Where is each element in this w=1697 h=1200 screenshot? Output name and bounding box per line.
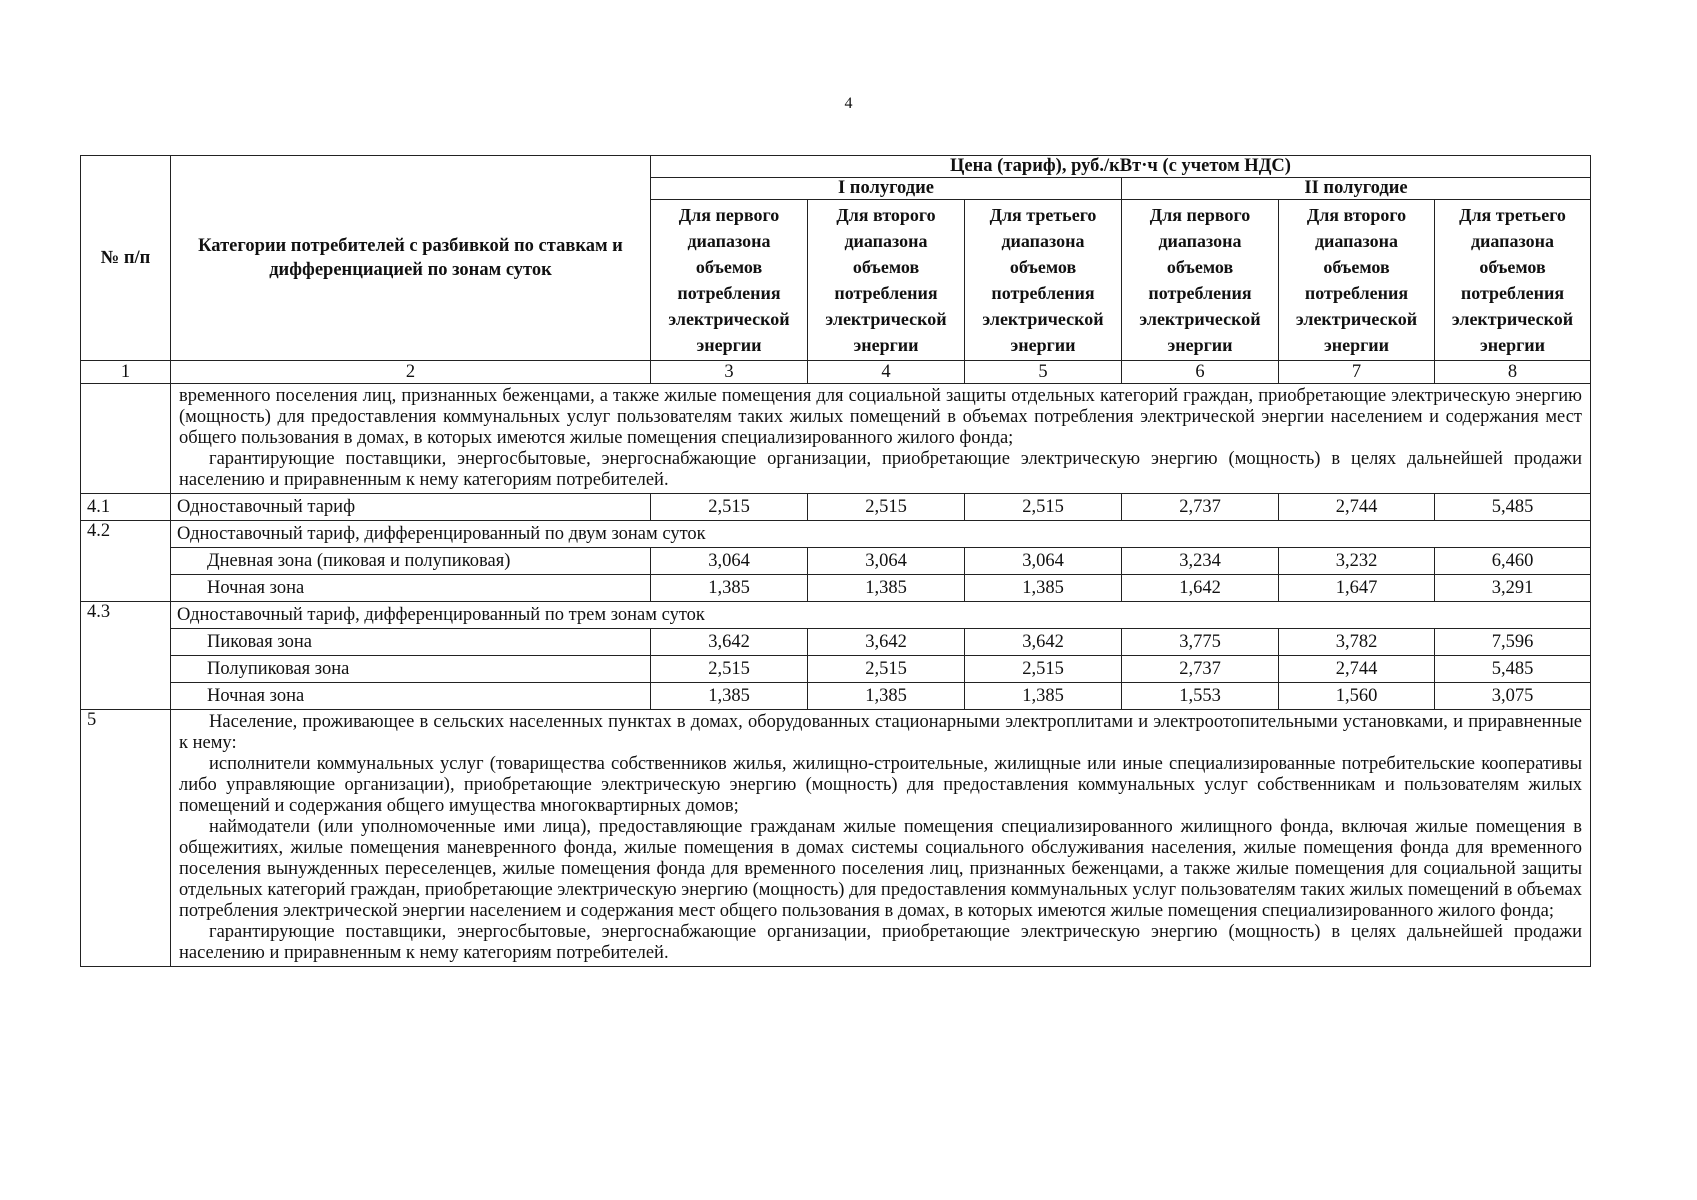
row-4-2-night-value-5: 1,647 xyxy=(1279,575,1435,602)
col-number-3: 3 xyxy=(651,361,808,384)
continuation-p1: временного поселения лиц, признанных беженцами, а также жилые помещения для социальной защиты отдельных категорий граждан, приобретающие электрическую энергию (мощность) для предоставления коммунальных услуг пользователям таких жилых помещений в объемах потребления электрической энергии населением и содержания мест общего пользования в домах, в которых имеются жилые помещения специализированного жилого фонда; xyxy=(179,386,1582,448)
row-4-2-day-value-5: 3,232 xyxy=(1279,548,1435,575)
row-4-3-night-value-4: 1,553 xyxy=(1122,683,1279,710)
row-4-2-day-label: Дневная зона (пиковая и полупиковая) xyxy=(171,548,651,575)
row-4-3-peak-value-1: 3,642 xyxy=(651,629,808,656)
header-range2-h1: Для второго диапазона объемов потребления электрической энергии xyxy=(808,200,965,361)
row-5-p4: гарантирующие поставщики, энергосбытовые, энергоснабжающие организации, приобретающие электрическую энергию (мощность) в целях дальнейшей продажи населению и приравненным к нему категориям потребителей. xyxy=(179,922,1582,963)
table-row-4-3-night xyxy=(81,683,1591,710)
row-5-text xyxy=(171,710,1591,967)
col-number-1: 1 xyxy=(81,361,171,384)
col-number-7: 7 xyxy=(1279,361,1435,384)
row-4-3-peak-value-4: 3,775 xyxy=(1122,629,1279,656)
row-4-1-value-5: 2,744 xyxy=(1279,494,1435,521)
row-4-3-night-value-6: 3,075 xyxy=(1435,683,1591,710)
header-range2-h2: Для второго диапазона объемов потребления электрической энергии xyxy=(1279,200,1435,361)
header-range3-h1: Для третьего диапазона объемов потребления электрической энергии xyxy=(965,200,1122,361)
row-4-1-label: Одноставочный тариф xyxy=(171,494,651,521)
col-number-4: 4 xyxy=(808,361,965,384)
table-row-4-3 xyxy=(81,602,1591,629)
tariff-table xyxy=(80,155,1591,967)
row-4-3-halfpeak-label: Полупиковая зона xyxy=(171,656,651,683)
row-4-3-peak-label: Пиковая зона xyxy=(171,629,651,656)
table-row-4-2 xyxy=(81,521,1591,548)
row-4-2-night-value-6: 3,291 xyxy=(1435,575,1591,602)
row-4-3-halfpeak-value-1: 2,515 xyxy=(651,656,808,683)
table-row-4-2-night xyxy=(81,575,1591,602)
col-number-8: 8 xyxy=(1435,361,1591,384)
row-4-2-night-value-3: 1,385 xyxy=(965,575,1122,602)
row-4-1-value-3: 2,515 xyxy=(965,494,1122,521)
continuation-text xyxy=(171,384,1591,494)
header-num: № п/п xyxy=(81,156,171,361)
row-4-2-day-value-1: 3,064 xyxy=(651,548,808,575)
row-4-3-halfpeak-value-4: 2,737 xyxy=(1122,656,1279,683)
page-number: 4 xyxy=(844,95,853,112)
row-4-2-day-value-2: 3,064 xyxy=(808,548,965,575)
table-row-4-1 xyxy=(81,494,1591,521)
header-range3-h2: Для третьего диапазона объемов потребления электрической энергии xyxy=(1435,200,1591,361)
row-4-1-value-4: 2,737 xyxy=(1122,494,1279,521)
continuation-row xyxy=(81,384,1591,494)
continuation-p2: гарантирующие поставщики, энергосбытовые, энергоснабжающие организации, приобретающие электрическую энергию (мощность) в целях дальнейшей продажи населению и приравненным к нему категориям потребителей. xyxy=(179,449,1582,490)
col-number-6: 6 xyxy=(1122,361,1279,384)
row-4-3-night-value-5: 1,560 xyxy=(1279,683,1435,710)
table-row-4-3-peak xyxy=(81,629,1591,656)
header-half2: II полугодие xyxy=(1122,178,1591,200)
row-4-2-label: Одноставочный тариф, дифференцированный по двум зонам суток xyxy=(171,521,1591,548)
header-half1: I полугодие xyxy=(651,178,1122,200)
row-4-1-num: 4.1 xyxy=(81,494,171,521)
table-row-5 xyxy=(81,710,1591,967)
header-row-1 xyxy=(81,156,1591,178)
row-4-3-halfpeak-value-6: 5,485 xyxy=(1435,656,1591,683)
row-4-3-peak-value-3: 3,642 xyxy=(965,629,1122,656)
col-number-5: 5 xyxy=(965,361,1122,384)
continuation-num xyxy=(81,384,171,494)
row-4-2-num: 4.2 xyxy=(81,521,171,602)
row-4-3-num: 4.3 xyxy=(81,602,171,710)
row-4-3-halfpeak-value-5: 2,744 xyxy=(1279,656,1435,683)
row-4-3-night-value-3: 1,385 xyxy=(965,683,1122,710)
header-category: Категории потребителей с разбивкой по ставкам и дифференциацией по зонам суток xyxy=(171,156,651,361)
column-number-row xyxy=(81,361,1591,384)
row-4-3-halfpeak-value-2: 2,515 xyxy=(808,656,965,683)
row-4-3-halfpeak-value-3: 2,515 xyxy=(965,656,1122,683)
row-5-p2: исполнители коммунальных услуг (товарищества собственников жилья, жилищно-строительные, жилищные или иные специализированные потребительские кооперативы либо управляющие организации), приобретающие электрическую энергию (мощность) для предоставления коммунальных услуг собственникам и пользователям жилых помещений и содержания общего имущества многоквартирных домов; xyxy=(179,754,1582,816)
row-4-1-value-2: 2,515 xyxy=(808,494,965,521)
header-range1-h1: Для первого диапазона объемов потребления электрической энергии xyxy=(651,200,808,361)
row-4-2-day-value-4: 3,234 xyxy=(1122,548,1279,575)
row-4-2-night-value-1: 1,385 xyxy=(651,575,808,602)
header-range1-h2: Для первого диапазона объемов потребления электрической энергии xyxy=(1122,200,1279,361)
table-row-4-3-halfpeak xyxy=(81,656,1591,683)
row-4-1-value-1: 2,515 xyxy=(651,494,808,521)
header-price-title: Цена (тариф), руб./кВт·ч (с учетом НДС) xyxy=(651,156,1591,178)
row-4-1-value-6: 5,485 xyxy=(1435,494,1591,521)
row-5-p3: наймодатели (или уполномоченные ими лица), предоставляющие гражданам жилые помещения специализированного жилищного фонда, включая жилые помещения в общежитиях, жилые помещения маневренного фонда, жилые помещения в домах системы социального обслуживания населения, жилые помещения фонда для временного поселения вынужденных переселенцев, жилые помещения фонда для временного поселения лиц, признанных беженцами, а также жилые помещения для социальной защиты отдельных категорий граждан, приобретающие электрическую энергию (мощность) для предоставления коммунальных услуг пользователям таких жилых помещений в объемах потребления электрической энергии населением и содержания мест общего пользования в домах, в которых имеются жилые помещения специализированного жилого фонда; xyxy=(179,817,1582,921)
row-4-3-peak-value-6: 7,596 xyxy=(1435,629,1591,656)
col-number-2: 2 xyxy=(171,361,651,384)
row-4-3-night-label: Ночная зона xyxy=(171,683,651,710)
row-4-3-night-value-1: 1,385 xyxy=(651,683,808,710)
row-4-3-peak-value-2: 3,642 xyxy=(808,629,965,656)
table-row-4-2-day xyxy=(81,548,1591,575)
row-4-2-day-value-3: 3,064 xyxy=(965,548,1122,575)
row-4-2-day-value-6: 6,460 xyxy=(1435,548,1591,575)
row-5-p1: Население, проживающее в сельских населенных пунктах в домах, оборудованных стационарными электроплитами и электроотопительными установками, и приравненные к нему: xyxy=(179,712,1582,753)
row-4-2-night-value-4: 1,642 xyxy=(1122,575,1279,602)
row-4-3-night-value-2: 1,385 xyxy=(808,683,965,710)
row-4-3-peak-value-5: 3,782 xyxy=(1279,629,1435,656)
row-4-3-label: Одноставочный тариф, дифференцированный по трем зонам суток xyxy=(171,602,1591,629)
row-4-2-night-label: Ночная зона xyxy=(171,575,651,602)
row-5-num: 5 xyxy=(81,710,171,967)
row-4-2-night-value-2: 1,385 xyxy=(808,575,965,602)
